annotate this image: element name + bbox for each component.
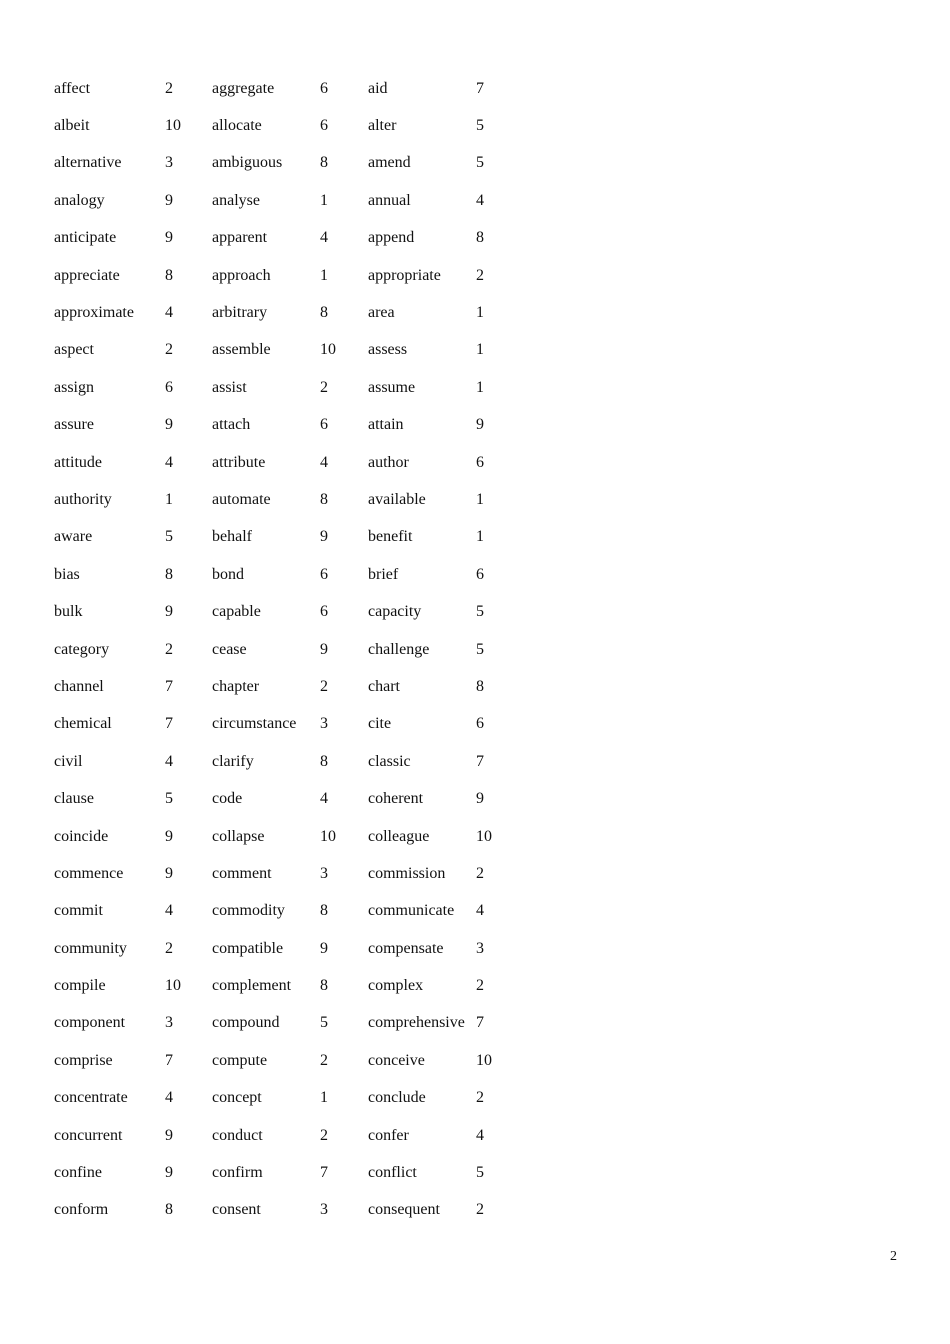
sublist-number-cell: 1	[165, 490, 173, 508]
sublist-number-cell: 8	[165, 266, 173, 284]
word-cell: comment	[212, 864, 272, 882]
word-cell: channel	[54, 677, 104, 695]
word-cell: colleague	[368, 827, 430, 845]
word-cell: civil	[54, 752, 83, 770]
word-cell: capable	[212, 603, 261, 621]
sublist-number-cell: 1	[320, 191, 328, 209]
word-cell: amend	[368, 154, 411, 172]
word-cell: commit	[54, 902, 103, 920]
word-cell: collapse	[212, 827, 265, 845]
sublist-number-cell: 3	[165, 154, 173, 172]
sublist-number-cell: 10	[320, 341, 336, 359]
sublist-number-cell: 10	[165, 117, 181, 135]
word-cell: analogy	[54, 191, 105, 209]
word-cell: authority	[54, 490, 112, 508]
word-cell: affect	[54, 79, 91, 97]
word-cell: attribute	[212, 453, 266, 471]
word-cell: circumstance	[212, 715, 297, 733]
sublist-number-cell: 6	[476, 715, 484, 733]
page-number: 2	[890, 1249, 897, 1264]
sublist-number-cell: 2	[476, 1089, 484, 1107]
word-cell: conduct	[212, 1126, 263, 1144]
sublist-number-cell: 8	[165, 565, 173, 583]
word-cell: complex	[368, 977, 424, 995]
word-cell: capacity	[368, 603, 422, 621]
word-cell: anticipate	[54, 229, 117, 247]
word-cell: attach	[212, 416, 251, 434]
word-cell: confirm	[212, 1164, 263, 1182]
word-cell: complement	[212, 977, 292, 995]
sublist-number-cell: 3	[320, 864, 328, 882]
word-cell: confine	[54, 1164, 102, 1182]
sublist-number-cell: 6	[320, 117, 328, 135]
word-cell: analyse	[212, 191, 260, 209]
word-cell: appropriate	[368, 266, 441, 284]
word-cell: chemical	[54, 715, 112, 733]
sublist-number-cell: 6	[476, 565, 484, 583]
word-cell: aid	[368, 79, 388, 97]
word-cell: aggregate	[212, 79, 275, 97]
sublist-number-cell: 5	[165, 528, 173, 546]
sublist-number-cell: 8	[320, 902, 328, 920]
word-cell: consent	[212, 1201, 261, 1219]
sublist-number-cell: 7	[320, 1164, 328, 1182]
sublist-number-cell: 1	[476, 304, 484, 322]
sublist-number-cell: 9	[165, 864, 173, 882]
word-cell: assess	[368, 341, 408, 359]
word-cell: assure	[54, 416, 94, 434]
sublist-number-cell: 8	[320, 490, 328, 508]
sublist-number-cell: 2	[476, 266, 484, 284]
word-cell: challenge	[368, 640, 430, 658]
word-cell: assist	[212, 378, 247, 396]
sublist-number-cell: 9	[165, 603, 173, 621]
word-cell: arbitrary	[212, 304, 268, 322]
sublist-number-cell: 2	[165, 640, 173, 658]
word-cell: cite	[368, 715, 392, 733]
word-cell: compile	[54, 977, 106, 995]
sublist-number-cell: 3	[320, 715, 328, 733]
sublist-number-cell: 9	[476, 416, 484, 434]
word-cell: coherent	[368, 790, 424, 808]
sublist-number-cell: 8	[165, 1201, 173, 1219]
sublist-number-cell: 7	[476, 1014, 484, 1032]
word-cell: clarify	[212, 752, 254, 770]
word-cell: category	[54, 640, 110, 658]
word-cell: concept	[212, 1089, 262, 1107]
sublist-number-cell: 9	[165, 1164, 173, 1182]
word-cell: conflict	[368, 1164, 417, 1182]
sublist-number-cell: 5	[476, 117, 484, 135]
sublist-number-cell: 4	[165, 752, 173, 770]
word-cell: aspect	[54, 341, 94, 359]
sublist-number-cell: 2	[320, 1126, 328, 1144]
sublist-number-cell: 1	[320, 1089, 328, 1107]
word-cell: conform	[54, 1201, 109, 1219]
sublist-number-cell: 8	[320, 977, 328, 995]
word-cell: chart	[368, 677, 400, 695]
word-cell: compatible	[212, 939, 284, 957]
word-cell: bias	[54, 565, 80, 583]
sublist-number-cell: 1	[476, 341, 484, 359]
sublist-number-cell: 4	[165, 453, 173, 471]
word-cell: appreciate	[54, 266, 120, 284]
sublist-number-cell: 2	[320, 1051, 328, 1069]
word-cell: annual	[368, 191, 411, 209]
sublist-number-cell: 4	[165, 902, 173, 920]
sublist-number-cell: 9	[165, 191, 173, 209]
word-cell: alternative	[54, 154, 122, 172]
word-cell: compute	[212, 1051, 268, 1069]
sublist-number-cell: 6	[320, 79, 328, 97]
sublist-number-cell: 4	[320, 790, 328, 808]
word-cell: commission	[368, 864, 446, 882]
sublist-number-cell: 7	[165, 715, 173, 733]
sublist-number-cell: 2	[165, 341, 173, 359]
sublist-number-cell: 4	[165, 304, 173, 322]
word-cell: attitude	[54, 453, 102, 471]
sublist-number-cell: 4	[476, 1126, 484, 1144]
sublist-number-cell: 8	[476, 229, 484, 247]
word-cell: ambiguous	[212, 154, 283, 172]
sublist-number-cell: 8	[320, 752, 328, 770]
sublist-number-cell: 3	[476, 939, 484, 957]
sublist-number-cell: 4	[476, 191, 484, 209]
sublist-number-cell: 6	[476, 453, 484, 471]
sublist-number-cell: 10	[165, 977, 181, 995]
word-cell: concentrate	[54, 1089, 128, 1107]
word-cell: bulk	[54, 603, 83, 621]
sublist-number-cell: 2	[476, 1201, 484, 1219]
word-cell: brief	[368, 565, 399, 583]
word-cell: conclude	[368, 1089, 426, 1107]
sublist-number-cell: 9	[165, 1126, 173, 1144]
sublist-number-cell: 8	[320, 154, 328, 172]
sublist-number-cell: 4	[476, 902, 484, 920]
sublist-number-cell: 7	[165, 1051, 173, 1069]
sublist-number-cell: 9	[165, 827, 173, 845]
sublist-number-cell: 5	[320, 1014, 328, 1032]
word-cell: append	[368, 229, 415, 247]
word-cell: consequent	[368, 1201, 440, 1219]
word-cell: community	[54, 939, 127, 957]
word-cell: behalf	[212, 528, 252, 546]
word-cell: code	[212, 790, 243, 808]
sublist-number-cell: 5	[476, 640, 484, 658]
word-cell: author	[368, 453, 409, 471]
word-cell: available	[368, 490, 426, 508]
sublist-number-cell: 9	[165, 229, 173, 247]
word-cell: chapter	[212, 677, 260, 695]
word-cell: bond	[212, 565, 244, 583]
sublist-number-cell: 6	[320, 603, 328, 621]
word-cell: assign	[54, 378, 94, 396]
word-cell: component	[54, 1014, 126, 1032]
sublist-number-cell: 5	[165, 790, 173, 808]
word-cell: apparent	[212, 229, 268, 247]
sublist-number-cell: 7	[165, 677, 173, 695]
sublist-number-cell: 2	[320, 378, 328, 396]
word-cell: cease	[212, 640, 247, 658]
word-cell: assemble	[212, 341, 271, 359]
sublist-number-cell: 6	[165, 378, 173, 396]
sublist-number-cell: 1	[476, 490, 484, 508]
sublist-number-cell: 8	[320, 304, 328, 322]
word-cell: commodity	[212, 902, 285, 920]
word-cell: aware	[54, 528, 93, 546]
sublist-number-cell: 9	[165, 416, 173, 434]
word-cell: coincide	[54, 827, 109, 845]
sublist-number-cell: 2	[165, 79, 173, 97]
sublist-number-cell: 2	[320, 677, 328, 695]
sublist-number-cell: 2	[165, 939, 173, 957]
word-cell: alter	[368, 117, 397, 135]
sublist-number-cell: 1	[476, 378, 484, 396]
sublist-number-cell: 4	[320, 453, 328, 471]
sublist-number-cell: 9	[320, 939, 328, 957]
word-cell: comprehensive	[368, 1014, 465, 1032]
sublist-number-cell: 7	[476, 79, 484, 97]
sublist-number-cell: 8	[476, 677, 484, 695]
word-cell: assume	[368, 378, 416, 396]
word-cell: conceive	[368, 1051, 425, 1069]
sublist-number-cell: 3	[320, 1201, 328, 1219]
word-cell: clause	[54, 790, 94, 808]
sublist-number-cell: 6	[320, 565, 328, 583]
sublist-number-cell: 9	[476, 790, 484, 808]
word-cell: concurrent	[54, 1126, 123, 1144]
sublist-number-cell: 1	[476, 528, 484, 546]
sublist-number-cell: 10	[476, 1051, 492, 1069]
word-cell: albeit	[54, 117, 90, 135]
sublist-number-cell: 3	[165, 1014, 173, 1032]
word-cell: compensate	[368, 939, 444, 957]
word-cell: allocate	[212, 117, 262, 135]
word-cell: confer	[368, 1126, 409, 1144]
word-cell: comprise	[54, 1051, 113, 1069]
sublist-number-cell: 5	[476, 603, 484, 621]
sublist-number-cell: 2	[476, 864, 484, 882]
sublist-number-cell: 10	[476, 827, 492, 845]
sublist-number-cell: 6	[320, 416, 328, 434]
sublist-number-cell: 7	[476, 752, 484, 770]
word-cell: commence	[54, 864, 124, 882]
word-cell: approximate	[54, 304, 134, 322]
word-cell: attain	[368, 416, 404, 434]
word-cell: automate	[212, 490, 271, 508]
sublist-number-cell: 4	[320, 229, 328, 247]
word-cell: approach	[212, 266, 271, 284]
word-cell: classic	[368, 752, 411, 770]
sublist-number-cell: 9	[320, 640, 328, 658]
sublist-number-cell: 5	[476, 1164, 484, 1182]
sublist-number-cell: 10	[320, 827, 336, 845]
sublist-number-cell: 9	[320, 528, 328, 546]
word-cell: benefit	[368, 528, 413, 546]
sublist-number-cell: 4	[165, 1089, 173, 1107]
sublist-number-cell: 5	[476, 154, 484, 172]
sublist-number-cell: 2	[476, 977, 484, 995]
word-cell: compound	[212, 1014, 280, 1032]
word-cell: communicate	[368, 902, 455, 920]
word-cell: area	[368, 304, 395, 322]
sublist-number-cell: 1	[320, 266, 328, 284]
